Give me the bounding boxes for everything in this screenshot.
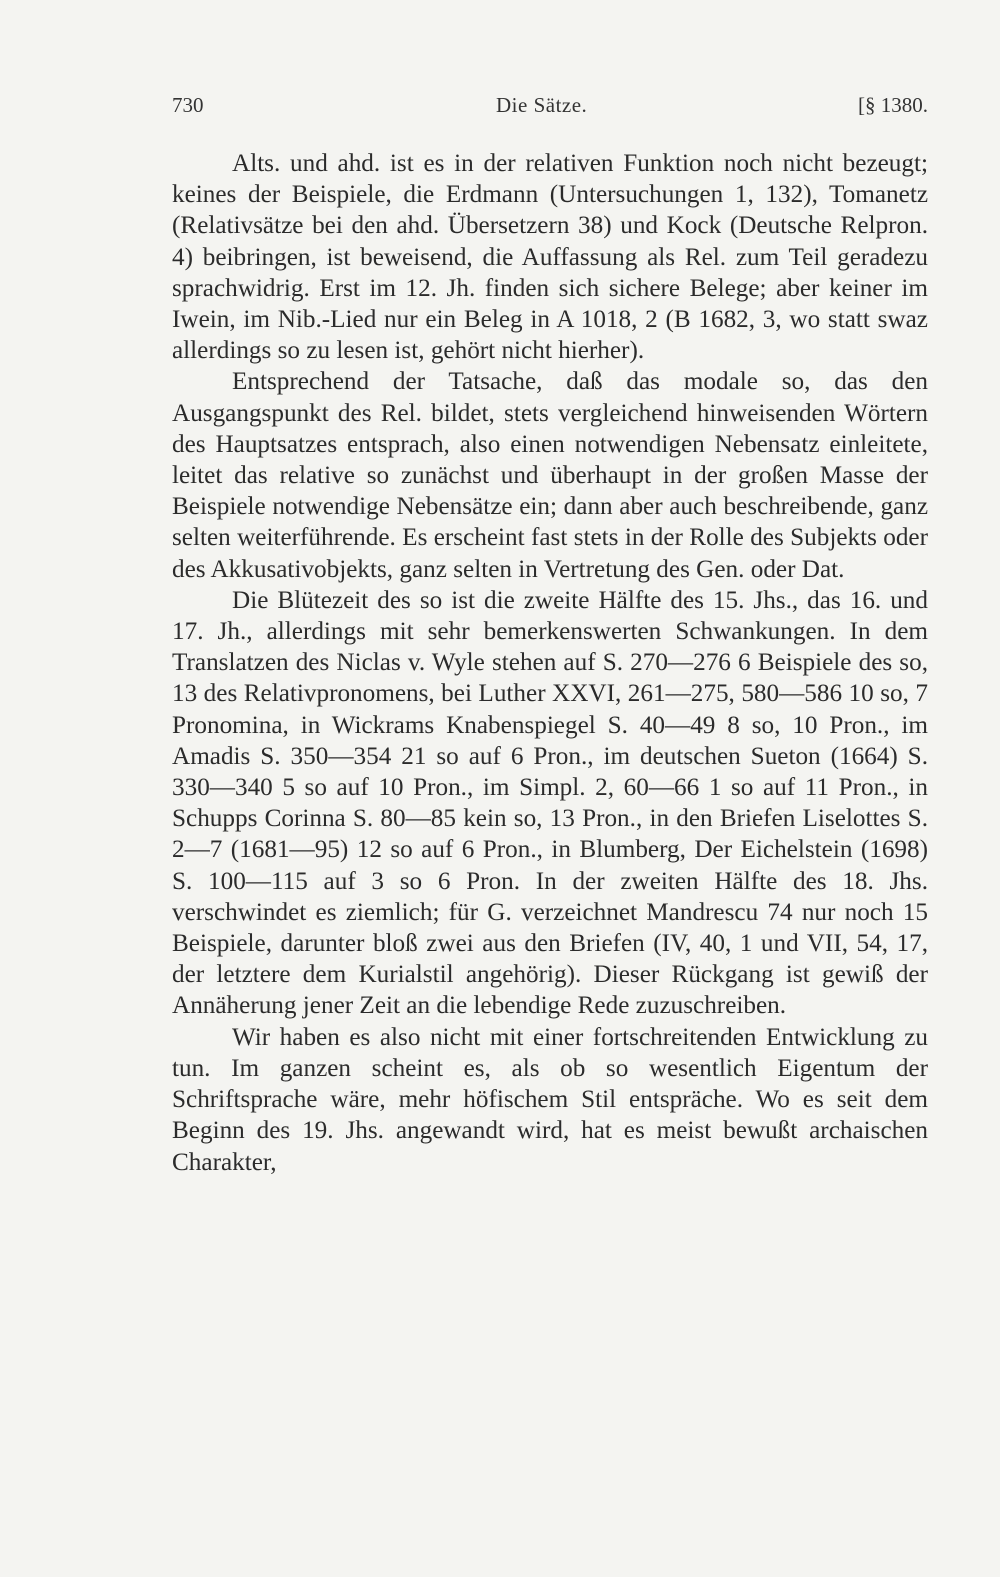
paragraph-4: Wir haben es also nicht mit einer fortschreitenden Entwicklung zu tun. Im ganzen scheint es, als ob so wesentlich Eigentum der Schriftsprache wäre, mehr höfischem Stil entspräche. Wo es seit dem Beginn des 19. Jhs. angewandt wird, hat es meist bewußt archaischen Charakter, bbox=[172, 1023, 928, 1176]
paragraph-2: Entsprechend der Tatsache, daß das modale so, das den Ausgangspunkt des Rel. bildet, stets vergleichend hinweisenden Wörtern des Hauptsatzes entsprach, also einen notwendigen Nebensatz einleitete, leitet das relative so zunächst und überhaupt in der großen Masse der Beispiele notwendige Nebensätze ein; dann aber auch beschreibende, ganz selten weiterführende. Es erscheint fast stets in der Rolle des Subjekts oder des Akkusativobjekts, ganz selten in Vertretung des Gen. oder Dat. bbox=[172, 368, 928, 583]
section-reference: [§ 1380. bbox=[858, 93, 928, 117]
body-text bbox=[172, 148, 928, 1178]
paragraph-1: Alts. und ahd. ist es in der relativen Funktion noch nicht bezeugt; keines der Beispiele, die Erdmann (Untersuchungen 1, 132), Tomanetz (Relativsätze bei den ahd. Übersetzern 38) und Kock (Deutsche Relpron. 4) beibringen, ist beweisend, die Auffassung als Rel. zum Teil geradezu sprachwidrig. Erst im 12. Jh. finden sich sichere Belege; aber keiner im Iwein, im Nib.-Lied nur ein Beleg in A 1018, 2 (B 1682, 3, wo statt swaz allerdings so zu lesen ist, gehört nicht hierher). bbox=[172, 150, 928, 365]
running-header bbox=[172, 93, 928, 123]
paragraph-3: Die Blütezeit des so ist die zweite Hälfte des 15. Jhs., das 16. und 17. Jh., allerdings mit sehr bemerkenswerten Schwankungen. In dem Translatzen des Niclas v. Wyle stehen auf S. 270—276 6 Beispiele des so, 13 des Relativpronomens, bei Luther XXVI, 261—275, 580—586 10 so, 7 Pronomina, in Wickrams Knabenspiegel S. 40—49 8 so, 10 Pron., im Amadis S. 350—354 21 so auf 6 Pron., im deutschen Sueton (1664) S. 330—340 5 so auf 10 Pron., im Simpl. 2, 60—66 1 so auf 11 Pron., in Schupps Corinna S. 80—85 kein so, 13 Pron., in den Briefen Liselottes S. 2—7 (1681—95) 12 so auf 6 Pron., in Blumberg, Der Eichelstein (1698) S. 100—115 auf 3 so 6 Pron. In der zweiten Hälfte des 18. Jhs. verschwindet es ziemlich; für G. verzeichnet Mandrescu 74 nur noch 15 Beispiele, darunter bloß zwei aus den Briefen (IV, 40, 1 und VII, 54, 17, der letztere dem Kurialstil angehörig). Dieser Rückgang ist gewiß der Annäherung jener Zeit an die lebendige Rede zuzuschreiben. bbox=[172, 586, 928, 1020]
running-title: Die Sätze. bbox=[496, 93, 588, 117]
page-number: 730 bbox=[172, 93, 204, 117]
